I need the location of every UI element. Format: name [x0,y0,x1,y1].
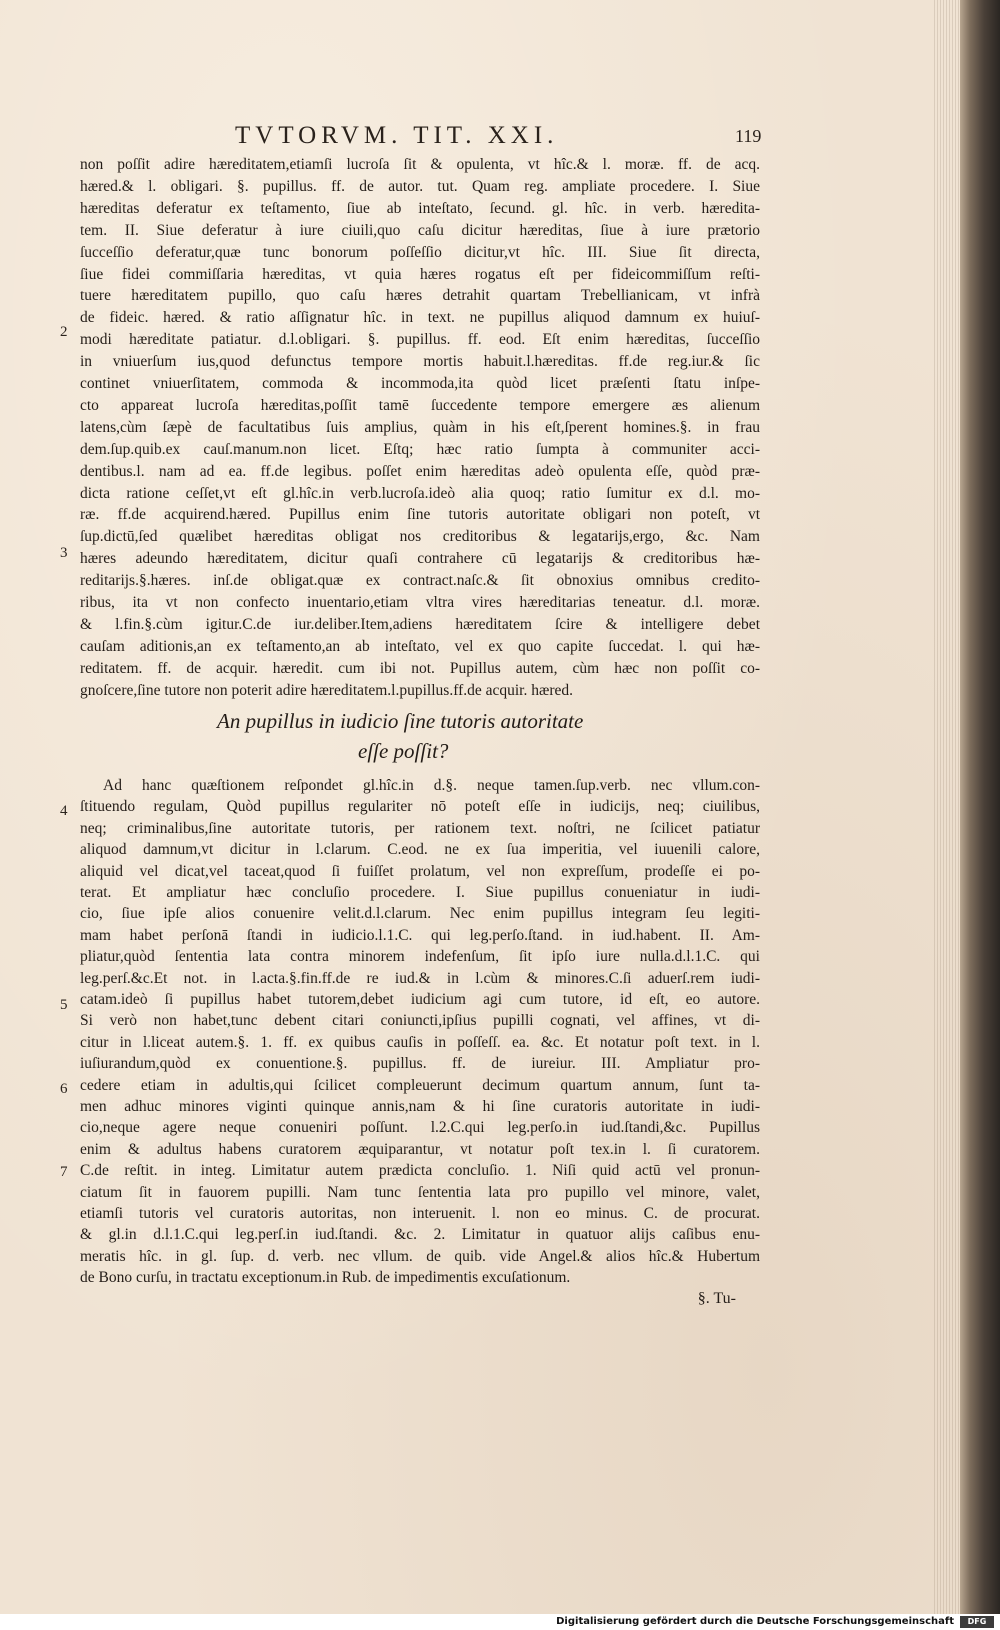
text-line: dicta ratione ceſſet,vt eſt gl.hîc.in verb.lucroſa.ideò alia quoq; ratio ſumitur ex d.l. mo- [80,484,760,502]
footer-credit: Digitalisierung gefördert durch die Deutsche Forschungsgemeinschaft [556,1616,954,1627]
margin-number: 2 [60,324,68,340]
text-line: in vniuerſum ius,quod defunctus tempore mortis habuit.l.hæreditas. ff.de reg.iur.& ſic [80,353,760,371]
catchword: §. Tu- [697,1290,736,1307]
text-line: men adhuc minores viginti quinque annis,nam & hi ſine curatoris autoritate in iudi- [80,1098,760,1115]
text-line: ſtituendo regulam, Quòd pupillus regulariter nō poteſt eſſe in iudicijs, neq; ciuilibus, [80,798,760,816]
text-line: reditatem. ff. de acquir. hæredit. cum ibi not. Pupillus autem, cùm hæc non poſſit co- [80,659,760,677]
running-head-title: TVTORVM. TIT. XXI. [235,122,559,149]
text-line: reditarijs.§.hæres. inſ.de obligat.quæ ex contract.naſc.& ſit obnoxius omnibus credito- [80,572,760,590]
text-line: modi hæreditate patiatur. d.l.obligari. §. pupillus. ff. eod. Eſt enim hæreditas, ſucceſſio [80,331,760,349]
text-line: pliatur,quòd ſententia lata contra minorem indefenſum, ſit ipſo iure nulla.d.l.1.C. qui [80,948,760,966]
text-line: latens,cùm ſæpè de facultatibus ſuis amplius, quàm in his eſt,ſperent homines.§. in frau [80,418,760,436]
text-line: ſup.dictū,ſed quælibet hæreditas obligat nos creditoribus & legatarijs,ergo, &c. Nam [80,528,760,546]
text-line: ciatum ſit in fauorem pupilli. Nam tunc ſententia lata pro pupillo vel minore, valet, [80,1183,760,1201]
text-line: de fideic. hæred. & ratio aſſignatur hîc. in text. ne pupillus aliquod damnum ex huiuſ- [80,309,760,327]
text-line: cedere etiam in adultis,qui ſcilicet compleuerunt decimum quartum annum, ſunt ta- [80,1076,760,1094]
margin-number: 6 [60,1081,68,1097]
text-line: hæres adeundo hæreditatem, dicitur quaſi contrahere cū legatarijs & creditoribus hæ- [80,550,760,568]
text-line: aliquid vel dicat,vel taceat,quod ſi fuiſſet prolatum, vel non expreſſum, prodeſſe ei po- [80,862,760,880]
running-head [0,122,960,154]
section-heading-line-2: eſſe poſſit? [358,739,449,763]
text-line: gnoſcere,ſine tutore non poterit adire hæreditatem.l.pupillus.ff.de acquir. hæred. [80,681,573,699]
text-line: de Bono curſu, in tractatu exceptionum.in Rub. de impedimentis excuſationum. [80,1269,571,1287]
text-line: cio,neque agere neque conueniri poſſunt. l.2.C.qui leg.perſo.in iud.ſtandi,&c. Pupillus [80,1119,760,1137]
dfg-logo: DFG [960,1616,994,1628]
text-line: citur in l.liceat autem.§. 1. ff. ex quibus cauſis in poſſeſſ. ea. &c. Et notatur poſt text. in l. [80,1033,760,1051]
text-line: etiamſi tutoris vel curatoris autoritas, non interuenit. l. non eo minus. C. de procurat. [80,1205,760,1222]
text-line: hæreditas deferatur ex teſtamento, ſiue ab inteſtato, ſecund. gl. hîc. in verb. hæredita- [80,199,760,217]
text-line: meratis hîc. in gl. ſup. d. verb. nec vllum. de quib. vide Angel.& alios hîc.& Hubertum [80,1247,760,1265]
text-line: terat. Et ampliatur hæc concluſio procedere. I. Siue pupillus conueniatur in iudi- [80,884,760,901]
text-line: C.de reſtit. in integ. Limitatur autem prædicta concluſio. 1. Niſi quid actū vel pronun- [80,1162,760,1180]
margin-number: 4 [60,803,68,819]
book-gutter [960,0,1000,1614]
text-line: enim & adultus habens curatorem æquiparantur, vt notatur poſt tex.in l. ſi curatorem. [80,1140,760,1158]
text-line: ribus, ita vt non confecto inuentario,etiam vltra vires hæreditarias teneatur. d.l. moræ. [80,594,760,611]
text-line: hæred.& l. obligari. §. pupillus. ff. de autor. tut. Quam reg. ampliate procedere. I. Siue [80,177,760,195]
text-line: cto appareat lucroſa hæreditas,poſſit tamē ſuccedente tempore emergere æs alienum [80,396,760,414]
text-line: neq; criminalibus,ſine autoritate tutoris, per rationem text. noſtri, ne ſcilicet patiatur [80,819,760,837]
text-line: non poſſit adire hæreditatem,etiamſi lucroſa ſit & opulenta, vt hîc.& l. moræ. ff. de acq. [80,156,760,173]
text-line: dentibus.l. nam ad ea. ff.de legibus. poſſet enim hæreditas adeò opulenta eſſe, quòd præ- [80,462,760,480]
text-line: cio, ſiue ipſe alios conuenire velit.d.l.clarum. Nec enim pupillus integram ſeu legiti- [80,905,760,923]
text-line: iuſiurandum,quòd ex conuentione.§. pupillus. ff. de iureiur. III. Ampliatur pro- [80,1055,760,1073]
margin-number: 5 [60,997,68,1013]
text-line: ſiue fidei commiſſaria hæreditas, vt quia hæres rogatus eſt per fideicommiſſum reſti- [80,265,760,283]
text-line: continet vniuerſitatem, commoda & incommoda,ita quòd licet præſenti ſtatu inſpe- [80,375,760,392]
text-line: & l.fin.§.cùm igitur.C.de iur.deliber.Item,adiens hæreditatem ſcire & intelligere debet [80,615,760,633]
text-line: leg.perſ.&c.Et not. in l.acta.§.fin.ff.de re iud.& in l.cùm & minores.C.ſi aduerſ.rem iudi- [80,969,760,987]
page-edges [934,0,960,1614]
text-line: dem.ſup.quib.ex cauſ.manum.non licet. Eſtq; hæc ratio ſumpta à communiter acci- [80,440,760,458]
page-number: 119 [735,126,762,146]
text-line: cauſam aditionis,an ex teſtamento,an ab inteſtato, vel ex quo capite ſuccedat. l. qui hæ- [80,637,760,655]
text-line: mam habet perſonā ſtandi in iudicio.l.1.C. qui leg.perſo.ſtand. in iud.habent. II. Am- [80,926,760,944]
margin-number: 7 [60,1164,68,1180]
text-line: & gl.in d.l.1.C.qui leg.perſ.in iud.ſtandi. &c. 2. Limitatur in quatuor alijs caſibus enu- [80,1226,760,1244]
section-heading-line-1: An pupillus in iudicio ſine tutoris autoritate [217,709,584,733]
margin-number: 3 [60,545,68,561]
text-line: Ad hanc quæſtionem reſpondet gl.hîc.in d.§. neque tamen.ſup.verb. nec vllum.con- [103,777,760,794]
text-line: aliquod damnum,vt dicitur in l.clarum. C.eod. ne ex ſua imperitia, vel iuuenili calore, [80,841,760,859]
text-line: ræ. ff.de acquirend.hæred. Pupillus enim ſine tutoris autoritate obligari non poteſt, vt [80,506,760,524]
text-line: catam.ideò ſi pupillus habet tutorem,debet iudicium agi cum tutore, id eſt, eo autore. [80,991,760,1008]
text-line: Si verò non habet,tunc debent citari coniuncti,ipſius pupilli cognati, vel affines, vt di- [80,1012,760,1030]
text-line: tuere hæreditatem pupillo, quo caſu hæres detrahit quartam Trebellianicam, vt infrà [80,287,760,305]
footer-bar [0,1614,1000,1630]
text-line: ſucceſſio deferatur,quæ tunc bonorum poſſeſſio dicitur,vt hîc. III. Siue ſit directa, [80,243,760,261]
text-line: tem. II. Siue deferatur à iure ciuili,quo caſu dicitur hæreditas, ſiue à iure prætorio [80,221,760,239]
